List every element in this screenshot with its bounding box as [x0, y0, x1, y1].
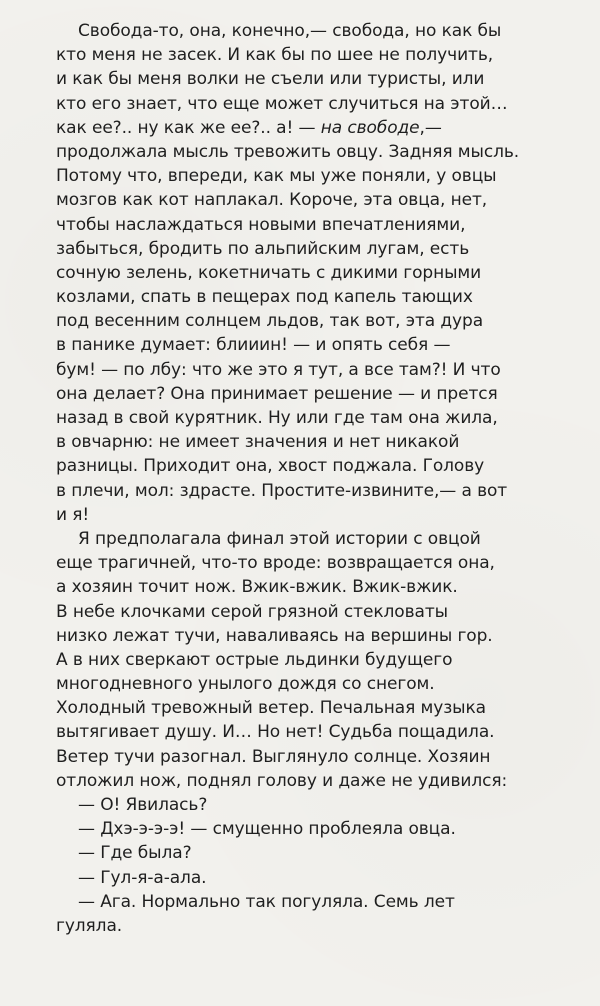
line-text: продолжала мысль тревожить овцу. Задняя мысль. [56, 141, 520, 162]
line-text: и как бы меня волки не съели или туристы, или [56, 69, 485, 90]
text-line [56, 92, 564, 116]
line-text: вытягивает душу. И… Но нет! Судьба пощадила. [56, 722, 495, 743]
text-line [56, 188, 564, 212]
text-line [56, 454, 564, 478]
line-text: гуляла. [56, 915, 123, 936]
text-line [56, 382, 564, 406]
text-line [56, 817, 564, 841]
text-line [56, 745, 564, 769]
text-line [56, 503, 564, 527]
text-line [56, 914, 564, 938]
line-text: Я предполагала финал этой истории с овцой [78, 528, 481, 549]
line-text: забыться, бродить по альпийским лугам, есть [56, 238, 470, 259]
line-text: бум! — по лбу: что же это я тут, а все там?! И что [56, 359, 501, 380]
text-line [56, 309, 564, 333]
text-line [56, 551, 564, 575]
line-text: — Ага. Нормально так погуляла. Семь лет [78, 891, 455, 912]
text-line [56, 261, 564, 285]
text-line [56, 285, 564, 309]
text-line [56, 575, 564, 599]
paragraph [56, 890, 564, 938]
text-line [56, 890, 564, 914]
text-line [56, 720, 564, 744]
text-line [56, 213, 564, 237]
text-line [56, 333, 564, 357]
text-line [56, 67, 564, 91]
paragraph [56, 817, 564, 841]
line-text: и я! [56, 504, 90, 525]
line-text: в плечи, мол: здрасте. Простите-извините,— а вот [56, 480, 508, 501]
text-line [56, 527, 564, 551]
text-line [56, 696, 564, 720]
line-text: чтобы наслаждаться новыми впечатлениями, [56, 214, 466, 235]
line-text: Ветер тучи разогнал. Выглянуло солнце. Хозяин [56, 746, 491, 767]
line-text: в панике думает: блииин! — и опять себя — [56, 335, 451, 356]
line-text: Потому что, впереди, как мы уже поняли, у овцы [56, 166, 497, 187]
text-line [56, 164, 564, 188]
text-line [56, 430, 564, 454]
text-line [56, 841, 564, 865]
paragraph [56, 19, 564, 527]
line-text: — Дхэ-э-э-э! — смущенно проблеяла овца. [78, 819, 456, 840]
paragraph [56, 841, 564, 865]
line-text: Холодный тревожный ветер. Печальная музыка [56, 698, 486, 719]
line-text: — Где была? [78, 843, 192, 864]
line-text: еще трагичней, что-то вроде: возвращается она, [56, 553, 495, 574]
line-text: мозгов как кот наплакал. Короче, эта овца, нет, [56, 190, 488, 211]
line-text: — Гул-я-а-ала. [78, 867, 207, 888]
paragraph [56, 527, 564, 793]
text-line [56, 479, 564, 503]
text-line [56, 769, 564, 793]
text-line [56, 866, 564, 890]
text-line [56, 116, 564, 140]
line-tail: ,— [419, 117, 442, 138]
text-line [56, 672, 564, 696]
line-text: под весенним солнцем льдов, так вот, эта дура [56, 311, 484, 332]
paragraph [56, 866, 564, 890]
line-text: В небе клочками серой грязной стекловаты [56, 601, 448, 622]
text-line [56, 237, 564, 261]
line-text: козлами, спать в пещерах под капель тающих [56, 287, 473, 308]
line-text: кто его знает, что еще может случиться на этой… [56, 93, 508, 114]
line-text: многодневного унылого дождя со снегом. [56, 674, 435, 695]
line-text: в овчарню: не имеет значения и нет никакой [56, 432, 460, 453]
text-line [56, 648, 564, 672]
line-text: сочную зелень, кокетничать с дикими горными [56, 262, 482, 283]
line-text: низко лежат тучи, наваливаясь на вершины гор. [56, 625, 493, 646]
line-text: разницы. Приходит она, хвост поджала. Голову [56, 456, 485, 477]
text-line [56, 140, 564, 164]
line-text: она делает? Она принимает решение — и прется [56, 383, 498, 404]
page-text [56, 19, 564, 938]
line-text: а хозяин точит нож. Вжик-вжик. Вжик-вжик. [56, 577, 458, 598]
text-line [56, 43, 564, 67]
text-line [56, 19, 564, 43]
text-line [56, 624, 564, 648]
line-text: назад в свой курятник. Ну или где там она жила, [56, 408, 498, 428]
line-text: как ее?.. ну как же ее?.. а! — [56, 117, 321, 138]
line-text: А в них сверкают острые льдинки будущего [56, 649, 453, 670]
line-text: кто меня не засек. И как бы по шее не получить, [56, 45, 494, 66]
paragraph [56, 793, 564, 817]
text-line [56, 793, 564, 817]
line-text: — О! Явилась? [78, 795, 208, 815]
text-line [56, 358, 564, 382]
italic-phrase: на свободе [320, 117, 420, 138]
line-text: Свобода-то, она, конечно,— свобода, но как бы [78, 21, 502, 41]
line-text: отложил нож, поднял голову и даже не удивился: [56, 770, 508, 791]
text-line [56, 600, 564, 624]
text-line [56, 406, 564, 430]
